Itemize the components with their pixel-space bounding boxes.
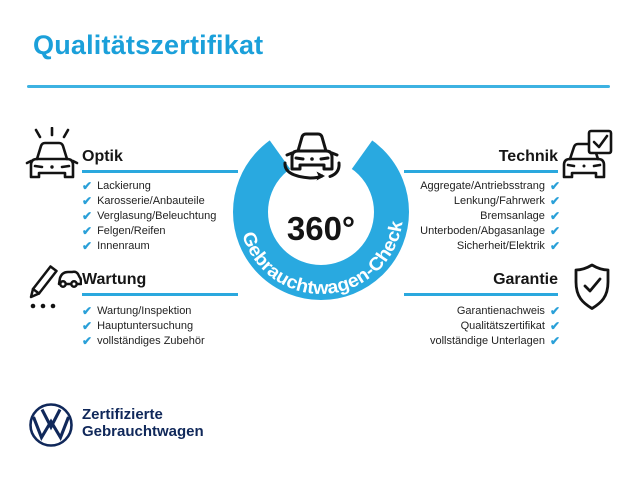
check-icon: ✔: [82, 333, 93, 348]
optik-list: [82, 178, 216, 254]
item-label: Qualitätszertifikat: [460, 319, 545, 332]
garantie-heading: Garantie: [493, 271, 558, 288]
item-label: Innenraum: [97, 240, 150, 253]
check-icon: ✔: [549, 193, 560, 208]
item-label: Sicherheit/Elektrik: [456, 240, 545, 253]
brand-line2: Gebrauchtwagen: [82, 423, 204, 440]
technik-heading: Technik: [498, 148, 558, 165]
technik-underline: [404, 170, 558, 173]
car-checkbox-icon: [562, 129, 614, 181]
check-item: [360, 333, 560, 348]
item-label: vollständiges Zubehör: [97, 334, 205, 347]
garantie-underline: [404, 293, 558, 296]
check-icon: ✔: [549, 318, 560, 333]
garantie-list: [360, 303, 560, 349]
wartung-list: [82, 303, 205, 349]
check-item: [82, 193, 216, 208]
shield-check-icon: [570, 262, 614, 312]
check-item: [82, 333, 205, 348]
check-icon: ✔: [549, 303, 560, 318]
item-label: Hauptuntersuchung: [97, 319, 194, 332]
brand-wordmark: [82, 406, 204, 440]
check-icon: ✔: [549, 333, 560, 348]
service-checklist-icon: [24, 259, 82, 313]
check-icon: ✔: [549, 239, 560, 254]
check-icon: ✔: [82, 178, 93, 193]
check-icon: ✔: [82, 318, 93, 333]
item-label: Bremsanlage: [480, 209, 545, 222]
item-label: Verglasung/Beleuchtung: [97, 209, 217, 222]
check-icon: ✔: [549, 178, 560, 193]
check-icon: ✔: [549, 208, 560, 223]
check-item: [82, 178, 216, 193]
wartung-heading: Wartung: [82, 271, 147, 288]
check-item: [82, 318, 205, 333]
check-icon: ✔: [82, 239, 93, 254]
optik-heading: Optik: [82, 148, 123, 165]
title-rule: [27, 85, 610, 88]
brand-line1: Zertifizierte: [82, 406, 163, 423]
shiny-car-icon: [25, 127, 79, 185]
item-label: vollständige Unterlagen: [429, 334, 545, 347]
check-icon: ✔: [82, 193, 93, 208]
360-degree-badge: [230, 116, 414, 308]
item-label: Garantienachweis: [456, 304, 545, 317]
item-label: Felgen/Reifen: [97, 225, 166, 238]
badge-value: 360°: [286, 210, 356, 247]
item-label: Lackierung: [97, 179, 151, 192]
check-icon: ✔: [82, 303, 93, 318]
badge-ring-label: Gebrauchtwagen-Check: [238, 219, 407, 298]
check-item: [82, 208, 216, 223]
check-icon: ✔: [82, 224, 93, 239]
check-item: [82, 303, 205, 318]
item-label: Aggregate/Antriebsstrang: [420, 179, 545, 192]
check-item: [82, 239, 216, 254]
check-item: [82, 224, 216, 239]
item-label: Unterboden/Abgasanlage: [420, 225, 545, 238]
optik-underline: [82, 170, 238, 173]
page-title: Qualitätszertifikat: [33, 30, 264, 60]
item-label: Lenkung/Fahrwerk: [453, 194, 545, 207]
item-label: Wartung/Inspektion: [97, 304, 192, 317]
vw-logo-icon: [28, 402, 74, 448]
item-label: Karosserie/Anbauteile: [97, 194, 205, 207]
check-item: [360, 318, 560, 333]
check-icon: ✔: [82, 208, 93, 223]
wartung-underline: [82, 293, 238, 296]
check-icon: ✔: [549, 224, 560, 239]
